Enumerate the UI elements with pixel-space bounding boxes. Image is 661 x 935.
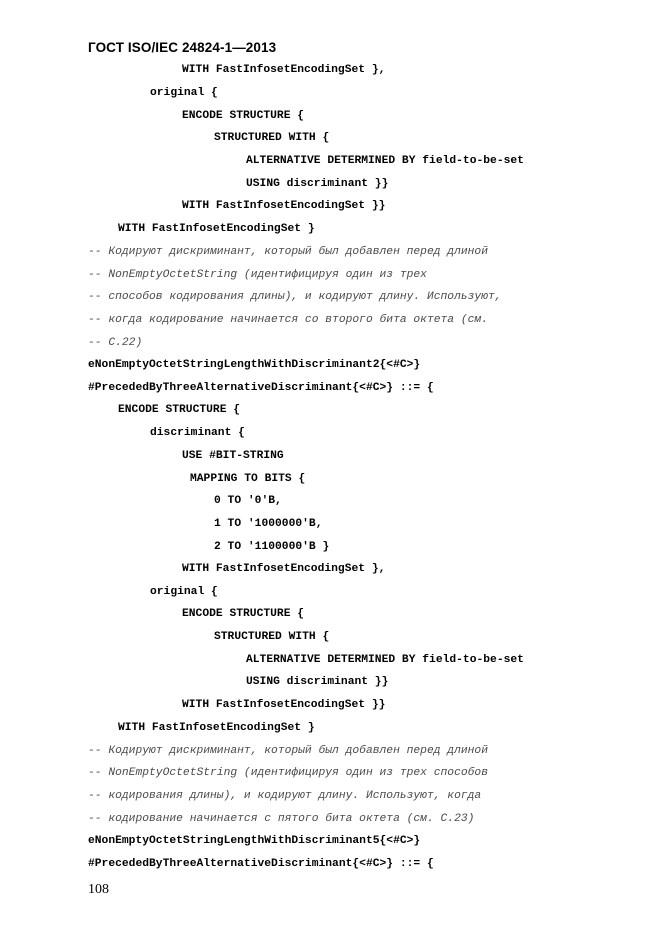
comment-line: -- Кодируют дискриминант, который был добавлен перед длиной (88, 246, 488, 258)
code-line: ENCODE STRUCTURE { (118, 404, 241, 416)
code-line: STRUCTURED WITH { (214, 631, 330, 643)
code-line: WITH FastInfosetEncodingSet }, (182, 563, 386, 575)
code-line: STRUCTURED WITH { (214, 132, 330, 144)
code-line: USE #BIT-STRING (182, 450, 284, 462)
code-line: ENCODE STRUCTURE { (182, 608, 305, 620)
comment-line: -- когда кодирование начинается со второго бита октета (см. (88, 314, 488, 326)
code-line: ENCODE STRUCTURE { (182, 110, 305, 122)
code-line: WITH FastInfosetEncodingSet } (118, 223, 315, 235)
page-number: 108 (88, 882, 109, 897)
code-line: discriminant { (150, 427, 245, 439)
code-line: #PrecededByThreeAlternativeDiscriminant{<#C>} ::= { (88, 858, 434, 870)
code-line: USING discriminant }} (246, 676, 389, 688)
code-line: 1 TO '1000000'B, (214, 518, 323, 530)
code-line: 2 TO '1100000'B } (214, 541, 330, 553)
comment-line: -- C.22) (88, 337, 143, 349)
comment-line: -- NonEmptyOctetString (идентифицируя один из трех (88, 269, 427, 281)
comment-line: -- NonEmptyOctetString (идентифицируя один из трех способов (88, 767, 488, 779)
code-line: #PrecededByThreeAlternativeDiscriminant{<#C>} ::= { (88, 382, 434, 394)
code-line: ALTERNATIVE DETERMINED BY field-to-be-set (246, 654, 524, 666)
code-line: MAPPING TO BITS { (190, 473, 306, 485)
comment-line: -- Кодируют дискриминант, который был добавлен перед длиной (88, 745, 488, 757)
comment-line: -- кодирования длины), и кодируют длину. Используют, когда (88, 790, 482, 802)
code-line: 0 TO '0'B, (214, 495, 282, 507)
code-line: eNonEmptyOctetStringLengthWithDiscriminant5{<#C>} (88, 835, 421, 847)
code-line: WITH FastInfosetEncodingSet }} (182, 200, 386, 212)
code-line: WITH FastInfosetEncodingSet }} (182, 699, 386, 711)
code-line: original { (150, 586, 218, 598)
comment-line: -- кодирование начинается с пятого бита октета (см. C.23) (88, 813, 475, 825)
code-line: ALTERNATIVE DETERMINED BY field-to-be-set (246, 155, 524, 167)
code-line: USING discriminant }} (246, 178, 389, 190)
code-line: original { (150, 87, 218, 99)
comment-line: -- способов кодирования длины), и кодируют длину. Используют, (88, 291, 502, 303)
code-line: WITH FastInfosetEncodingSet }, (182, 64, 386, 76)
document-header: ГОСТ ISO/IEC 24824-1—2013 (88, 40, 277, 55)
code-line: WITH FastInfosetEncodingSet } (118, 722, 315, 734)
code-line: eNonEmptyOctetStringLengthWithDiscriminant2{<#C>} (88, 359, 421, 371)
